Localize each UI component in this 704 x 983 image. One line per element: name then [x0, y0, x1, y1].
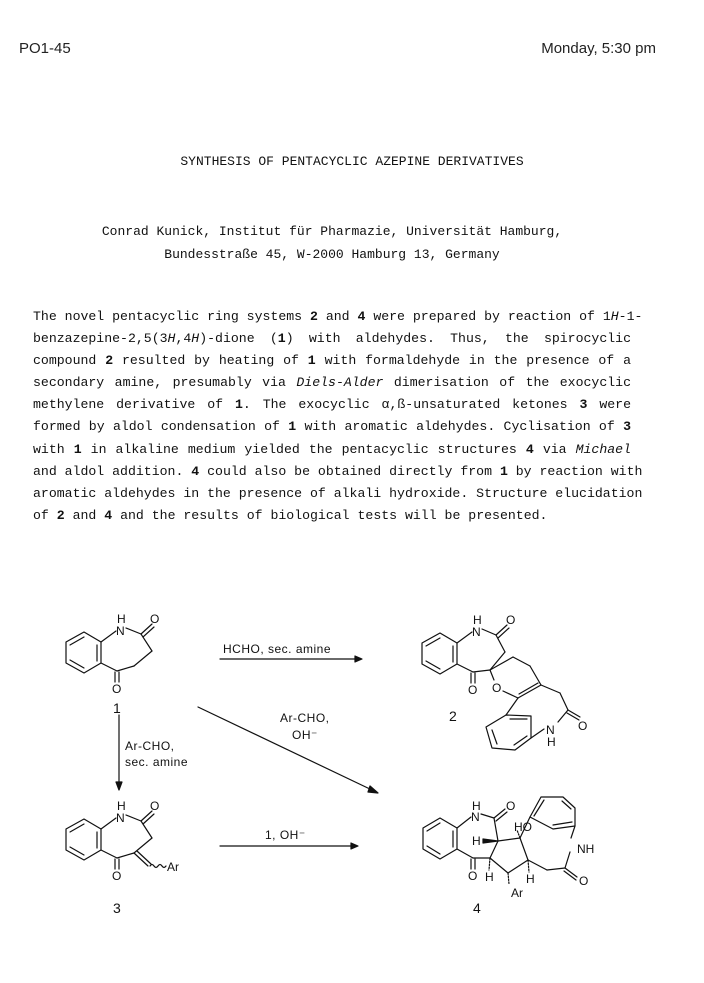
compound-ref: 4: [357, 309, 366, 324]
reagent-1-to-3-line-1: Ar-CHO,: [125, 739, 175, 753]
compound-ref: 2: [105, 353, 114, 369]
abstract-text: by reaction with: [507, 463, 643, 479]
compound-ref: 1: [288, 419, 297, 435]
abstract-line: [33, 372, 631, 394]
atom-label: H: [473, 613, 482, 627]
italic-term: Michael: [575, 441, 631, 457]
arrow-1-to-2-head: [355, 656, 362, 662]
compound-ref: 3: [579, 397, 588, 413]
compound-ref: 1: [234, 397, 243, 413]
abstract: [33, 306, 643, 527]
abstract-text: secondary amine, presumably via: [33, 375, 297, 391]
italic-term: H: [610, 309, 619, 324]
abstract-text: formed by aldol condensation of: [33, 419, 289, 435]
abstract-text: benzazepine-2,5(3: [33, 331, 168, 347]
author-affiliation-line-2: Bundesstraße 45, W-2000 Hamburg 13, Germany: [164, 247, 500, 262]
reagent-1-to-2: HCHO, sec. amine: [223, 642, 332, 656]
atom-label: N: [472, 625, 481, 639]
abstract-text: via: [533, 441, 576, 457]
abstract-text: -1-: [618, 309, 643, 324]
abstract-text: with: [33, 441, 74, 457]
atom-label: H: [117, 799, 126, 813]
abstract-text: with formaldehyde in the presence of a: [315, 353, 632, 369]
abstract-text: dimerisation of the exocyclic: [383, 375, 631, 391]
atom-label: O: [150, 612, 160, 626]
abstract-text: methylene derivative of: [33, 397, 235, 413]
author-block: [0, 220, 664, 266]
abstract-text: with aromatic aldehydes. Cyclisation of: [296, 419, 624, 435]
atom-label: H: [485, 870, 494, 884]
abstract-text: and aldol addition.: [33, 463, 192, 479]
compound-ref: 4: [104, 507, 113, 523]
abstract-line: [33, 328, 631, 350]
atom-label: Ar: [167, 860, 179, 874]
abstract-text: )-dione (: [199, 331, 278, 347]
compound-number-2: 2: [449, 708, 457, 724]
abstract-text: aromatic aldehydes in the presence of alkali hydroxide. Structure elucidation: [33, 485, 643, 501]
compound-number-4: 4: [473, 900, 481, 916]
atom-label: HO: [514, 820, 532, 834]
atom-label: N: [116, 811, 125, 825]
italic-term: H: [167, 331, 176, 347]
atom-label: O: [506, 799, 516, 813]
arrow-3-to-4-head: [351, 843, 358, 849]
atom-label: H: [472, 834, 481, 848]
atom-label: O: [578, 719, 588, 733]
compound-number-1: 1: [113, 700, 121, 716]
atom-label: Ar: [511, 886, 523, 900]
atom-label: N: [546, 723, 555, 737]
abstract-text: could also be obtained directly from: [199, 463, 500, 479]
poster-code: PO1-45: [19, 40, 71, 57]
abstract-text: of: [33, 507, 57, 523]
abstract-line: [33, 416, 631, 438]
abstract-text: compound: [33, 353, 106, 369]
abstract-text: and the results of biological tests will be presented.: [112, 507, 548, 523]
italic-term: H: [191, 331, 200, 347]
abstract-line: [33, 394, 631, 416]
abstract-text: in alkaline medium yielded the pentacyclic structures: [81, 441, 526, 457]
abstract-text: ) with aldehydes. Thus, the spirocyclic: [285, 331, 631, 347]
abstract-line: [33, 306, 643, 328]
compound-ref: 2: [56, 507, 65, 523]
compound-ref: 1: [73, 441, 82, 457]
abstract-text: and: [317, 309, 358, 324]
compound-ref: 4: [525, 441, 534, 457]
compound-ref: 3: [623, 419, 631, 435]
atom-label: H: [526, 872, 535, 886]
session-time: Monday, 5:30 pm: [541, 40, 656, 57]
abstract-line: [33, 439, 631, 461]
abstract-line: [33, 483, 643, 505]
atom-label: H: [117, 612, 126, 626]
atom-label: H: [547, 735, 556, 749]
abstract-text: ,4: [175, 331, 192, 347]
atom-label: O: [492, 681, 502, 695]
reagent-3-to-4: 1, OH⁻: [265, 828, 306, 842]
italic-term: Diels-Alder: [296, 375, 384, 391]
atom-label: O: [468, 683, 478, 697]
compound-ref: 4: [191, 463, 200, 479]
atom-label: O: [112, 682, 122, 696]
abstract-text: . The exocyclic α,ß-unsaturated ketones: [242, 397, 580, 413]
author-affiliation-line-1: Conrad Kunick, Institut für Pharmazie, Universität Hamburg,: [101, 224, 563, 239]
compound-ref: 1: [499, 463, 508, 479]
abstract-text: were: [587, 397, 631, 413]
atom-label: O: [112, 869, 122, 883]
compound-ref: 1: [307, 353, 316, 369]
abstract-text: were prepared by reaction of 1: [365, 309, 611, 324]
compound-number-3: 3: [113, 900, 121, 916]
reagent-1-to-4-line-1: Ar-CHO,: [280, 711, 330, 725]
paper-title: SYNTHESIS OF PENTACYCLIC AZEPINE DERIVATIVES: [180, 154, 524, 169]
atom-label: H: [472, 799, 481, 813]
abstract-line: [33, 505, 631, 527]
abstract-text: resulted by heating of: [113, 353, 308, 369]
arrow-1-to-4-head: [368, 786, 378, 793]
compound-1-structure: [66, 624, 154, 682]
atom-label: O: [468, 869, 478, 883]
compound-ref: 2: [309, 309, 318, 324]
atom-label: O: [579, 874, 589, 888]
abstract-line: [33, 350, 631, 372]
compound-ref: 1: [277, 331, 286, 347]
abstract-line: [33, 461, 643, 483]
atom-label: N: [116, 624, 125, 638]
reaction-scheme: [0, 590, 704, 930]
reagent-1-to-4-line-2: OH⁻: [292, 728, 318, 742]
abstract-text: The novel pentacyclic ring systems: [33, 309, 310, 324]
abstract-text: and: [64, 507, 105, 523]
atom-label: O: [506, 613, 516, 627]
compound-4-structure: [423, 797, 577, 884]
atom-label: O: [150, 799, 160, 813]
atom-label: NH: [577, 842, 595, 856]
arrow-1-to-3-head: [116, 782, 122, 790]
atom-label: N: [471, 810, 480, 824]
reagent-1-to-3-line-2: sec. amine: [125, 755, 189, 769]
